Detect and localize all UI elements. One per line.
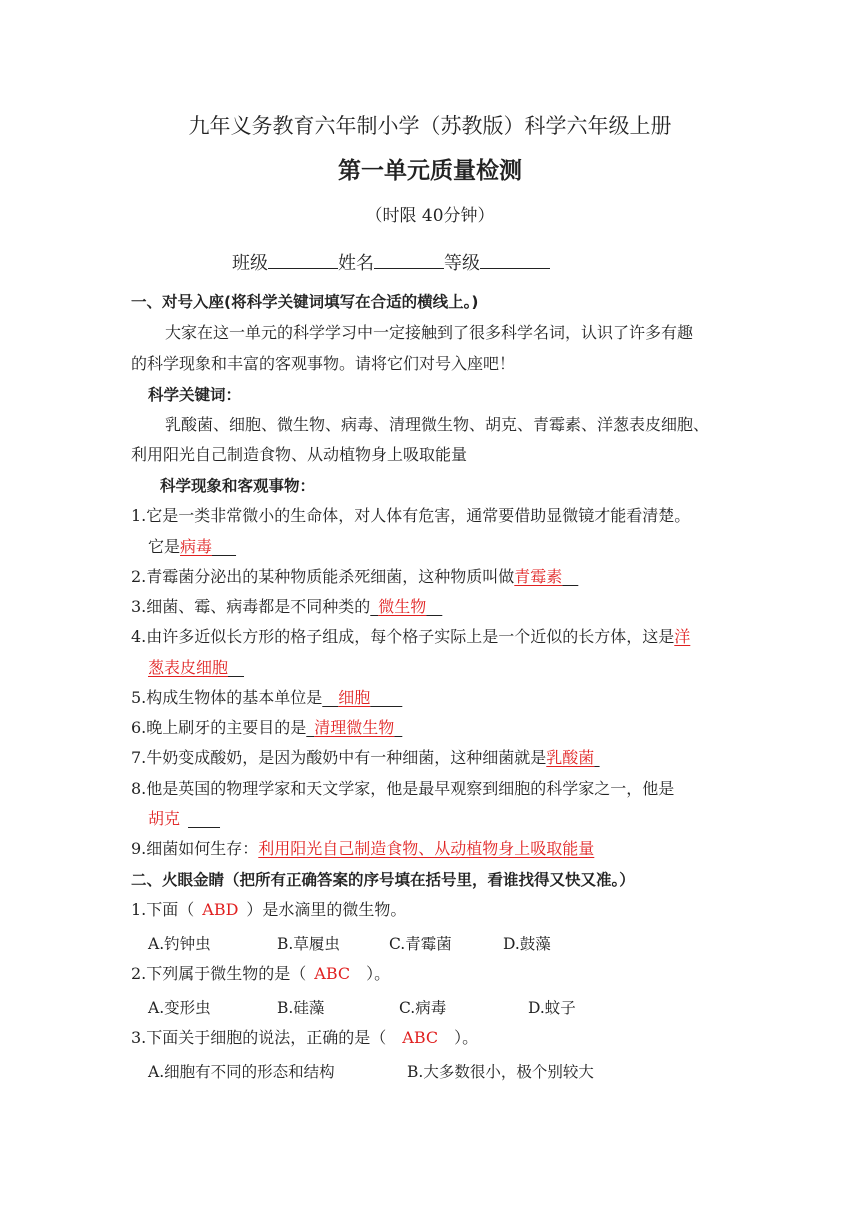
question-7-text: 7.牛奶变成酸奶，是因为酸奶中有一种细菌，这种细菌就是 [131,748,547,767]
question-1-text: 1.它是一类非常微小的生命体，对人体有危害，通常要借助显微镜才能看清楚。 [131,506,691,525]
mc-q2-option-a[interactable]: A.变形虫 [148,999,211,1017]
keywords-line2: 利用阳光自己制造食物、从动植物身上吸取能量 [131,445,468,464]
section1-heading: 一、对号入座(将科学关键词填写在合适的横线上。) [131,293,479,311]
question-5 [131,688,402,708]
question-8-answer[interactable]: 胡克 [148,809,181,828]
question-9-text: 9.细菌如何生存： [131,839,259,858]
question-3-answer[interactable]: 微生物 [378,597,427,616]
question-7 [131,748,600,768]
mc-question-1-pre: 1.下面（ [131,900,195,919]
question-4-text: 4.由许多近似长方形的格子组成，每个格子实际上是一个近似的长方体，这是 [131,627,675,646]
textbook-title: 九年义务教育六年制小学（苏教版）科学六年级上册 [188,114,672,138]
mc-question-1-post: ）是水滴里的微生物。 [246,900,407,919]
question-2-answer[interactable]: 青霉素 [514,567,563,586]
name-label: 姓名 [338,253,374,274]
mc-q2-option-d[interactable]: D.蚊子 [528,999,576,1017]
class-blank[interactable] [268,251,338,269]
keywords-line1: 乳酸菌、细胞、微生物、病毒、清理微生物、胡克、青霉素、洋葱表皮细胞、 [165,415,710,434]
mc-q2-option-c[interactable]: C.病毒 [399,999,447,1017]
question-4-continued [148,658,244,678]
grade-blank[interactable] [480,251,550,269]
question-8-text: 8.他是英国的物理学家和天文学家，他是最早观察到细胞的科学家之一，他是 [131,779,675,798]
mc-question-2-pre: 2.下列属于微生物的是（ [131,964,307,983]
question-5-text: 5.构成生物体的基本单位是 [131,688,323,707]
mc-q1-option-a[interactable]: A.钓钟虫 [148,935,211,953]
question-6 [131,718,402,738]
question-4-answer-part2[interactable]: 葱表皮细胞 [148,658,229,677]
mc-question-3 [131,1028,478,1048]
question-4 [131,627,690,647]
mc-q2-option-b[interactable]: B.硅藻 [277,999,325,1017]
mc-q3-option-a[interactable]: A.细胞有不同的形态和结构 [148,1063,335,1081]
mc-question-2-post: ）。 [366,964,391,983]
class-label: 班级 [232,253,268,274]
keywords-heading: 科学关键词： [148,386,242,404]
mc-q1-option-d[interactable]: D.鼓藻 [503,935,551,953]
mc-question-3-answer[interactable]: ABC [402,1028,439,1047]
mc-question-3-pre: 3.下面关于细胞的说法，正确的是（ [131,1028,387,1047]
student-info-fields [232,251,550,274]
question-3 [131,597,442,617]
question-1-answer-line [148,537,236,557]
time-limit: （时限 40分钟） [365,206,495,226]
question-4-answer-part1[interactable]: 洋 [674,627,691,646]
question-7-answer[interactable]: 乳酸菌 [546,748,595,767]
section1-intro-line1: 大家在这一单元的科学学习中一定接触到了很多科学名词，认识了许多有趣 [165,323,694,342]
mc-question-2 [131,964,390,984]
unit-test-title: 第一单元质量检测 [338,157,522,184]
question-1-answer[interactable]: 病毒 [180,537,213,556]
name-blank[interactable] [374,251,444,269]
question-9 [131,839,594,859]
mc-question-2-answer[interactable]: ABC [314,964,351,983]
question-6-text: 6.晚上刷牙的主要目的是 [131,718,307,737]
question-9-answer[interactable]: 利用阳光自己制造食物、从动植物身上吸取能量 [258,839,595,858]
question-3-text: 3.细菌、霉、病毒都是不同种类的 [131,597,371,616]
question-1-prefix: 它是 [148,537,181,556]
mc-q1-option-c[interactable]: C.青霉菌 [389,935,452,953]
mc-q3-option-b[interactable]: B.大多数很小，极个别较大 [407,1063,594,1081]
question-6-answer[interactable]: 清理微生物 [314,718,395,737]
mc-question-1 [131,900,406,920]
question-8-answer-line [148,809,220,829]
section1-intro-line2: 的科学现象和丰富的客观事物。请将它们对号入座吧！ [131,354,516,373]
mc-question-3-post: ）。 [454,1028,479,1047]
question-2-text: 2.青霉菌分泌出的某种物质能杀死细菌，这种物质叫做 [131,567,515,586]
grade-label: 等级 [444,253,480,274]
section2-heading: 二、火眼金睛（把所有正确答案的序号填在括号里，看谁找得又快又准。） [131,871,635,889]
mc-question-1-answer[interactable]: ABD [202,900,239,919]
question-2 [131,567,578,587]
phenomena-heading: 科学现象和客观事物： [160,477,316,495]
mc-q1-option-b[interactable]: B.草履虫 [277,935,340,953]
question-5-answer[interactable]: 细胞 [338,688,371,707]
